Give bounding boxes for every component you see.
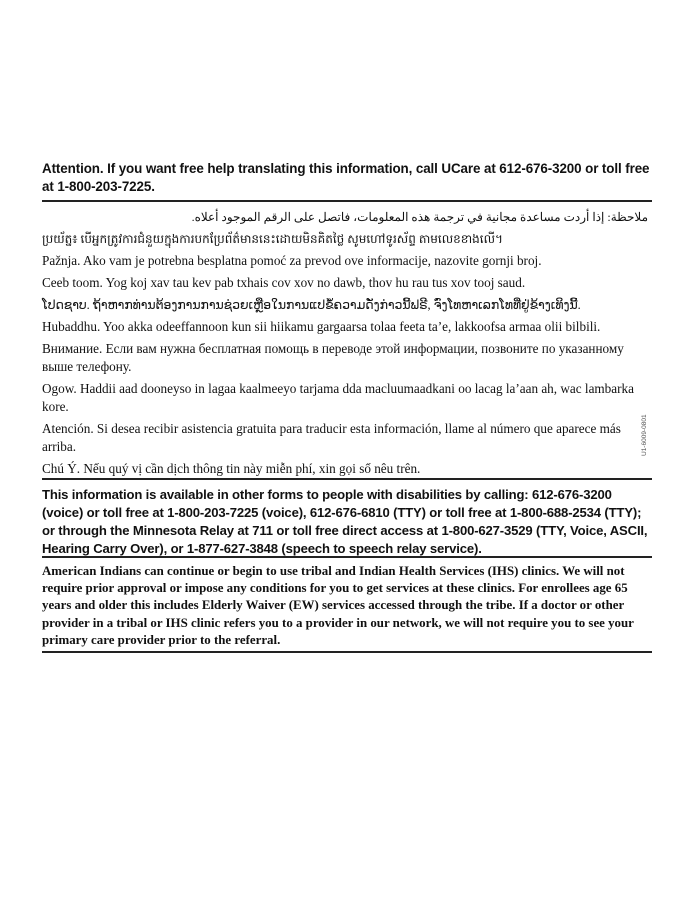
notice-somali: Ogow. Haddii aad dooneyso in lagaa kaalmeeyo tarjama dda macluumaadkani oo lacag la’aan ah, wac lambarka kore. [42, 381, 634, 414]
disability-access-notice: This information is available in other forms to people with disabilities by calling: 612-676-3200 (voice) or toll free at 1-800-203-7225 (voice), 612-676-6810 (TTY) or toll free at 1-800-688-2534 (TTY); or through the Minnesota Relay at 711 or toll free direct access at 1-800-627-3529 (TTY, Voice, ASCII, Hearing Carry Over), or 1-877-627-3848 (speech to speech relay service). [42, 487, 648, 556]
ihs-clinics-notice: American Indians can continue or begin to use tribal and Indian Health Services (IHS) clinics. We will not require prior approval or impose any conditions for you to get services at these clinics. For enrollees age 65 years and older this includes Elderly Waiver (EW) services accessed through the tribe. If a doctor or other provider in a tribal or IHS clinic refers you to a provider in our network, we will not require you to see your primary care provider prior to the referral. [42, 564, 634, 647]
divider-rule [42, 478, 652, 480]
notice-serbo-croatian: Pažnja. Ako vam je potrebna besplatna pomoć za prevod ove informacije, nazovite gornji broj. [42, 253, 542, 268]
document-code: U1-6009-0801 [641, 414, 648, 456]
divider-rule [42, 556, 652, 558]
translation-help-notice: Attention. If you want free help translating this information, call UCare at 612-676-3200 or toll free at 1-800-203-7225. [42, 161, 650, 194]
notice-khmer: ប្រយ័ត្ន៖ បើអ្នកត្រូវការជំនួយក្នុងការបកប្រែព័ត៌មាននេះដោយមិនគិតថ្លៃ សូមហៅទូរស័ព្ទ តាមលេខខាងលើ។ [42, 232, 503, 246]
notice-vietnamese: Chú Ý. Nếu quý vị cần dịch thông tin này miễn phí, xin gọi số nêu trên. [42, 461, 421, 476]
notice-arabic: ملاحظة: إذا أردت مساعدة مجانية في ترجمة هذه المعلومات، فاتصل على الرقم الموجود أعلاه. [191, 210, 648, 224]
notice-lao: ໂປດຊາບ. ຖ້າຫາກທ່ານຕ້ອງການການຊ່ວຍເຫຼືອໃນການແປຂໍ້ຄວາມດັ່ງກ່າວນີ້ຟຣີ, ຈົ່ງໂທຫາເລກໂທທີ່ຢູ່ຂ້າງເທິງນີ້. [42, 298, 581, 312]
multilingual-notices [42, 208, 652, 482]
notice-russian: Внимание. Если вам нужна бесплатная помощь в переводе этой информации, позвоните по указанному выше телефону. [42, 341, 624, 374]
notice-hmong: Ceeb toom. Yog koj xav tau kev pab txhais cov xov no dawb, thov hu rau tus xov tooj saud. [42, 275, 526, 290]
divider-rule [42, 200, 652, 202]
notice-spanish: Atención. Si desea recibir asistencia gratuita para traducir esta información, llame al número que aparece más arriba. [42, 421, 621, 454]
notice-oromo: Hubaddhu. Yoo akka odeeffannoon kun sii hiikamu gargaarsa tolaa feeta ta’e, lakkoofsa armaa olii bilbili. [42, 319, 601, 334]
divider-rule [42, 651, 652, 653]
